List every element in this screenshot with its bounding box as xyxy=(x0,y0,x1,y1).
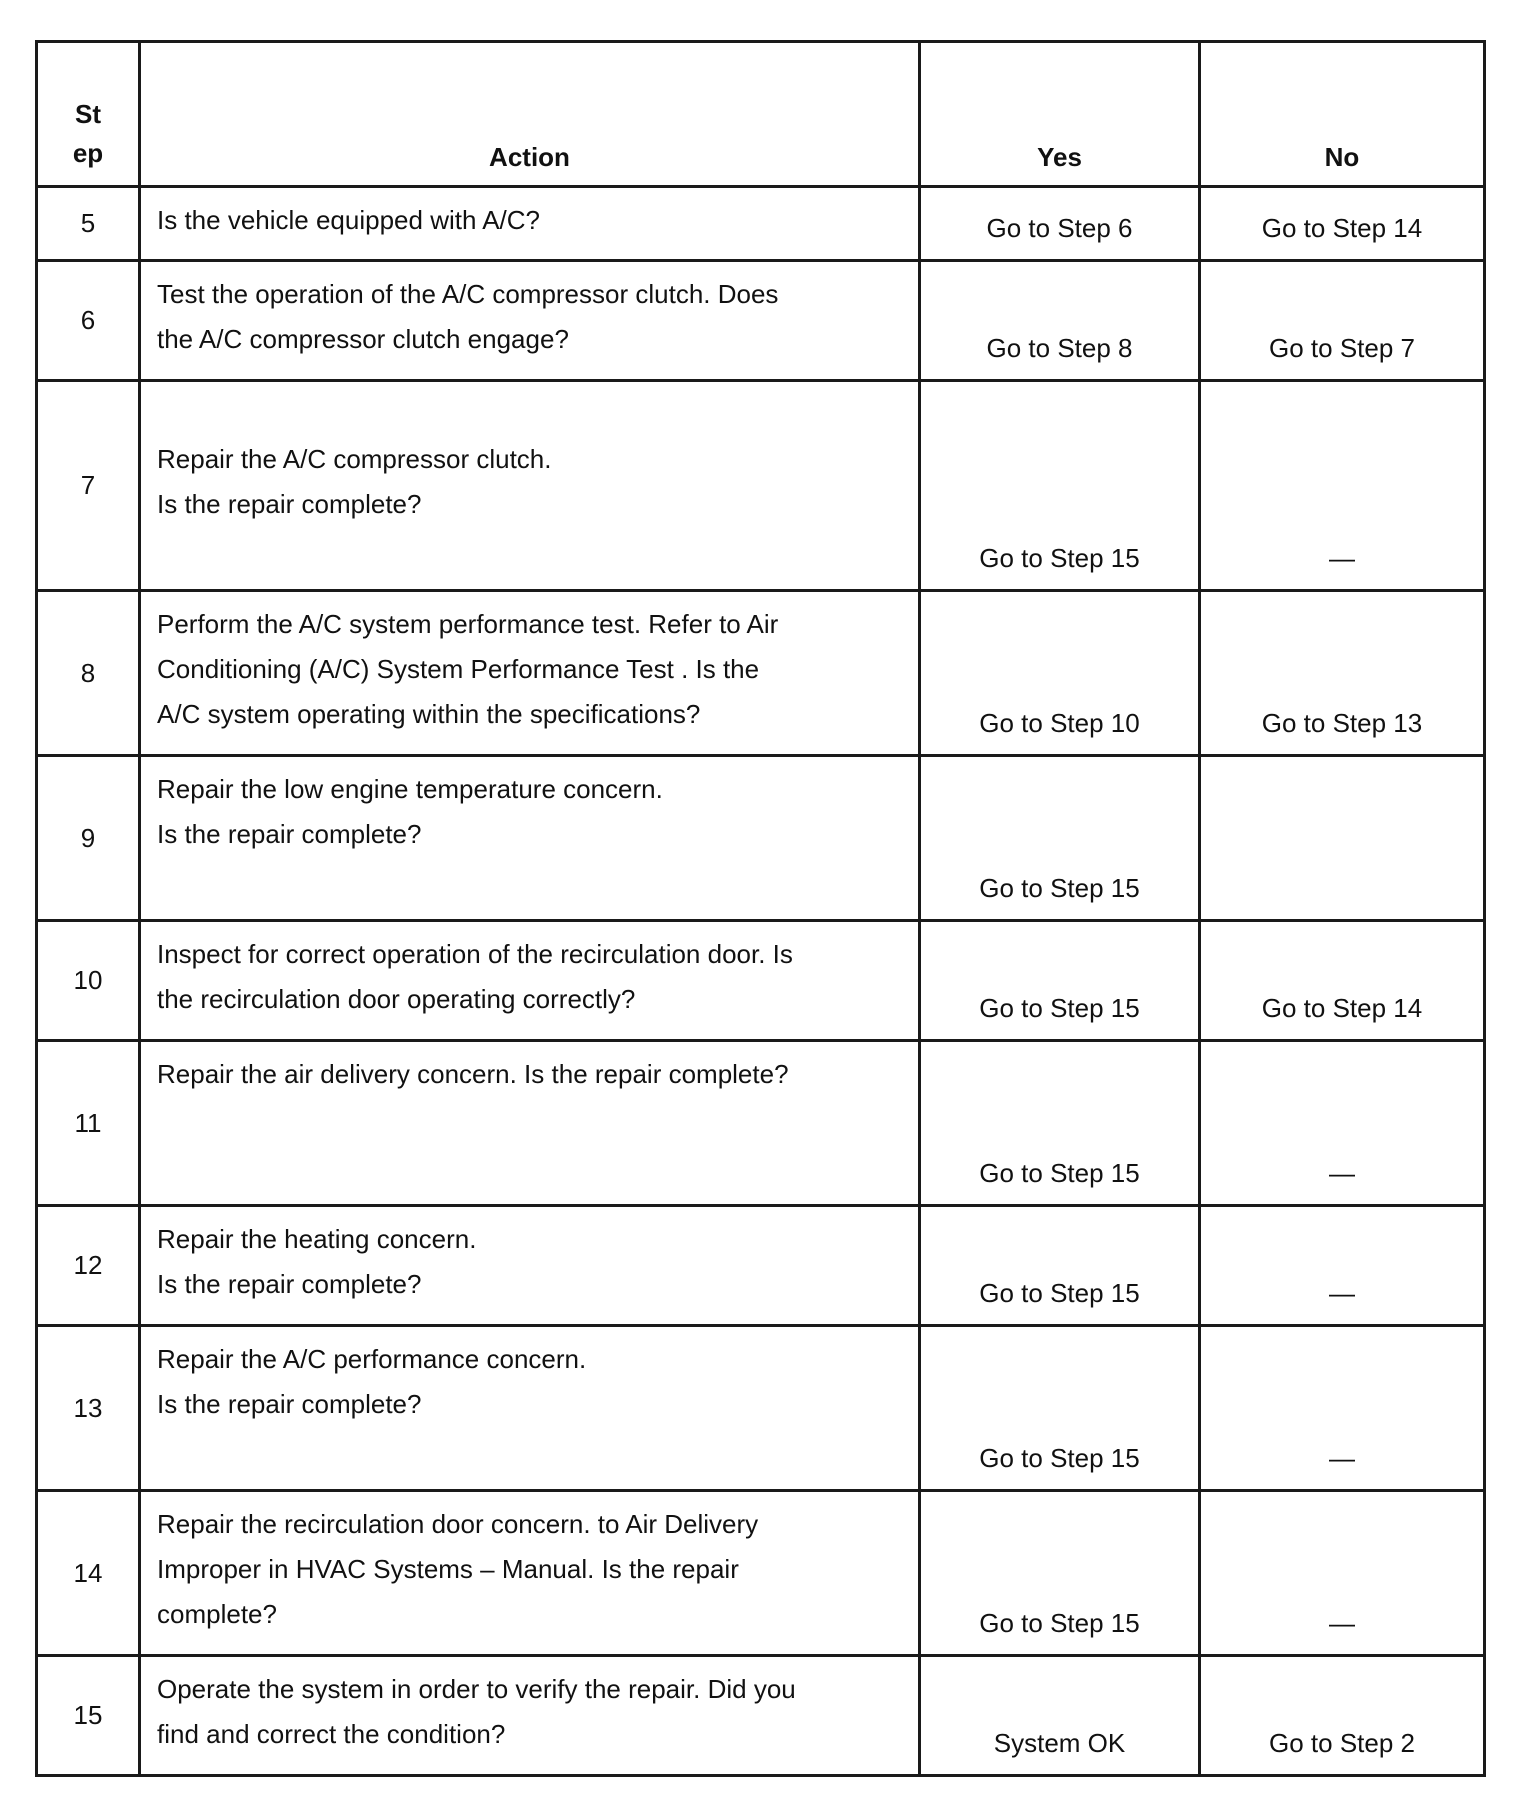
step-number: 12 xyxy=(37,1206,140,1326)
table-header-row xyxy=(37,42,1485,187)
no-outcome xyxy=(1200,756,1485,921)
step-number: 8 xyxy=(37,591,140,756)
action-text-line: Is the repair complete? xyxy=(157,489,422,519)
no-outcome: Go to Step 14 xyxy=(1200,921,1485,1041)
yes-outcome: System OK xyxy=(920,1656,1200,1776)
action-text-line: Improper in HVAC Systems – Manual. Is the repair xyxy=(157,1554,739,1584)
action-cell xyxy=(140,261,920,381)
step-number: 13 xyxy=(37,1326,140,1491)
step-header-line1: St xyxy=(75,99,101,129)
table-row xyxy=(37,1491,1485,1656)
action-text-line: A/C system operating within the specifications? xyxy=(157,699,701,729)
action-cell xyxy=(140,381,920,591)
action-text-line: find and correct the condition? xyxy=(157,1719,506,1749)
no-outcome: Go to Step 2 xyxy=(1200,1656,1485,1776)
step-number: 15 xyxy=(37,1656,140,1776)
action-cell xyxy=(140,1326,920,1491)
step-number: 14 xyxy=(37,1491,140,1656)
action-cell xyxy=(140,1656,920,1776)
action-text-line: Inspect for correct operation of the recirculation door. Is xyxy=(157,939,793,969)
step-number: 9 xyxy=(37,756,140,921)
table-row xyxy=(37,381,1485,591)
action-text-line: Is the repair complete? xyxy=(157,819,422,849)
action-text-line: Operate the system in order to verify the repair. Did you xyxy=(157,1674,796,1704)
action-text-line xyxy=(157,392,902,437)
action-text-line: Repair the recirculation door concern. to Air Delivery xyxy=(157,1509,759,1539)
diagnostic-steps-table xyxy=(35,40,1486,1777)
no-outcome: Go to Step 7 xyxy=(1200,261,1485,381)
action-cell xyxy=(140,591,920,756)
action-text-line: Is the repair complete? xyxy=(157,1389,422,1419)
yes-header: Yes xyxy=(920,42,1200,187)
action-text-line: Repair the low engine temperature concern. xyxy=(157,774,663,804)
action-text-line: Repair the A/C performance concern. xyxy=(157,1344,587,1374)
yes-outcome: Go to Step 6 xyxy=(920,187,1200,261)
action-text-line: Test the operation of the A/C compressor clutch. Does xyxy=(157,279,779,309)
yes-outcome: Go to Step 15 xyxy=(920,921,1200,1041)
no-outcome: Go to Step 13 xyxy=(1200,591,1485,756)
action-text-line: Repair the heating concern. xyxy=(157,1224,477,1254)
step-number: 7 xyxy=(37,381,140,591)
no-outcome: Go to Step 14 xyxy=(1200,187,1485,261)
action-text-line: Is the repair complete? xyxy=(157,1269,422,1299)
step-number: 11 xyxy=(37,1041,140,1206)
action-text-line: the recirculation door operating correctly? xyxy=(157,984,636,1014)
step-number: 10 xyxy=(37,921,140,1041)
yes-outcome: Go to Step 15 xyxy=(920,1491,1200,1656)
action-text-line: the A/C compressor clutch engage? xyxy=(157,324,569,354)
no-outcome: — xyxy=(1200,381,1485,591)
table-row xyxy=(37,1656,1485,1776)
no-outcome: — xyxy=(1200,1206,1485,1326)
action-cell xyxy=(140,1041,920,1206)
action-text-line: Repair the A/C compressor clutch. xyxy=(157,444,552,474)
yes-outcome: Go to Step 15 xyxy=(920,1206,1200,1326)
action-text-line: Repair the air delivery concern. Is the repair complete? xyxy=(157,1059,789,1089)
table-row xyxy=(37,1326,1485,1491)
yes-outcome: Go to Step 8 xyxy=(920,261,1200,381)
table-row xyxy=(37,187,1485,261)
no-outcome: — xyxy=(1200,1326,1485,1491)
table-row xyxy=(37,261,1485,381)
no-header: No xyxy=(1200,42,1485,187)
yes-outcome: Go to Step 15 xyxy=(920,1326,1200,1491)
yes-outcome: Go to Step 15 xyxy=(920,1041,1200,1206)
yes-outcome: Go to Step 10 xyxy=(920,591,1200,756)
table-body xyxy=(37,187,1485,1776)
action-cell xyxy=(140,921,920,1041)
no-outcome: — xyxy=(1200,1491,1485,1656)
action-text-line: Perform the A/C system performance test. Refer to Air xyxy=(157,609,779,639)
action-text-line: Conditioning (A/C) System Performance Test . Is the xyxy=(157,654,760,684)
yes-outcome: Go to Step 15 xyxy=(920,381,1200,591)
table-row xyxy=(37,756,1485,921)
step-number: 6 xyxy=(37,261,140,381)
no-outcome: — xyxy=(1200,1041,1485,1206)
step-header-line2: ep xyxy=(72,138,104,168)
action-cell xyxy=(140,1491,920,1656)
table-row xyxy=(37,1041,1485,1206)
action-text-line: complete? xyxy=(157,1599,277,1629)
yes-outcome: Go to Step 15 xyxy=(920,756,1200,921)
step-header xyxy=(37,42,140,187)
action-cell xyxy=(140,187,920,261)
action-cell xyxy=(140,756,920,921)
action-header: Action xyxy=(140,42,920,187)
table-row xyxy=(37,1206,1485,1326)
table-row xyxy=(37,921,1485,1041)
action-cell xyxy=(140,1206,920,1326)
action-text-line: Is the vehicle equipped with A/C? xyxy=(157,205,541,235)
step-number: 5 xyxy=(37,187,140,261)
table-row xyxy=(37,591,1485,756)
